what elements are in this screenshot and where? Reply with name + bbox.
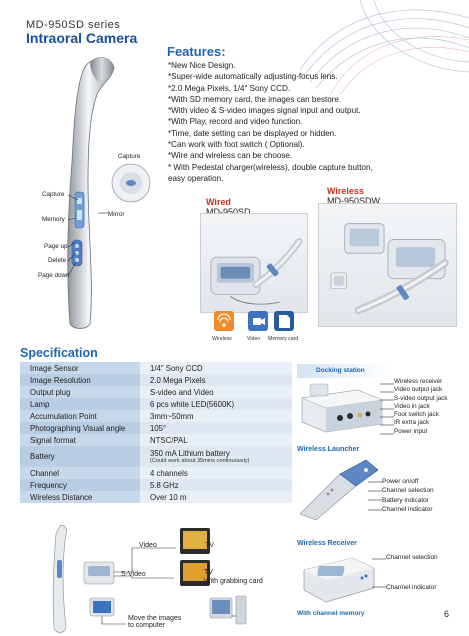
- spec-key: Image Resolution: [20, 374, 140, 386]
- spec-key: Signal format: [20, 434, 140, 446]
- docking-station-callouts: [394, 378, 448, 436]
- badge-video-label: Video: [247, 336, 261, 342]
- wireless-kind: Wireless: [327, 186, 364, 196]
- receiver-channel-indicator: Channel indicator: [386, 584, 437, 591]
- docking-callout: IR extra jack: [394, 419, 429, 427]
- spec-value: 5.8 GHz: [140, 479, 292, 491]
- spec-value: 4 channels: [140, 467, 292, 479]
- feature-item: *Super-wide automatically adjusting-focus lens.: [168, 72, 338, 82]
- docking-callout: Video in jack: [394, 402, 430, 410]
- diagram-tv-label: TV: [205, 542, 214, 549]
- mirror-label: Mirror: [108, 211, 125, 218]
- diagram-move-images-label: Move the images: [128, 615, 182, 622]
- spec-value: 3mm~50mm: [140, 410, 292, 422]
- product-title: Intraoral Camera: [26, 30, 138, 46]
- spec-key: Frequency: [20, 479, 140, 491]
- feature-item: *Can work with foot switch ( Optional).: [168, 140, 305, 150]
- diagram-video-label: Video: [139, 542, 157, 549]
- feature-item: *With Play, record and video function.: [168, 117, 303, 127]
- feature-item: *Time, date setting can be displayed or hidden.: [168, 128, 337, 138]
- wired-model: MD-950SD: [206, 207, 251, 217]
- features-title: Features:: [167, 44, 226, 59]
- spec-row: [20, 362, 292, 374]
- spec-row: [20, 410, 292, 422]
- memory-card-icon: [279, 315, 290, 328]
- docking-callout: Power input: [394, 427, 428, 435]
- spec-row: [20, 446, 292, 467]
- feature-item: *With SD memory card, the images can bestore.: [168, 94, 342, 104]
- page-up-label: Page up: [44, 243, 68, 250]
- spec-row: [20, 422, 292, 434]
- spec-row: [20, 386, 292, 398]
- spec-row: [20, 479, 292, 491]
- capture-label-side: Capture: [42, 191, 65, 198]
- spec-value: 2.0 Mega Pixels: [140, 374, 292, 386]
- spec-row: [20, 434, 292, 446]
- receiver-channel-selection: Channel selection: [386, 554, 438, 561]
- specification-table: [20, 362, 292, 503]
- features-list: [168, 60, 468, 184]
- spec-row: [20, 491, 292, 503]
- page-down-label: Page down: [38, 272, 70, 279]
- video-icon: [253, 318, 265, 325]
- page-number: 6: [444, 609, 450, 619]
- launcher-callout: Channel indicator: [382, 506, 433, 514]
- feature-item: easy operation.: [168, 173, 224, 183]
- badge-wireless-label: Wireless: [212, 336, 232, 342]
- spec-value: S-video and Video: [140, 386, 292, 398]
- wireless-model: MD-950SDW: [327, 196, 381, 206]
- spec-key: Image Sensor: [20, 362, 140, 374]
- feature-item: *Wire and wireless can be choose.: [168, 151, 293, 161]
- spec-value: 105°: [140, 422, 292, 434]
- diagram-tv-grabbing-label: TV: [204, 569, 213, 576]
- docking-station-title: Docking station: [316, 367, 365, 374]
- wired-kind: Wired: [206, 197, 231, 207]
- receiver-caption: With channel memory: [297, 610, 365, 617]
- diagram-s-video-label: S-Video: [121, 571, 146, 578]
- spec-value-note: (Could work about 35mins continuously): [150, 457, 250, 464]
- feature-item: *2.0 Mega Pixels, 1/4" Sony CCD.: [168, 83, 291, 93]
- spec-key: Lamp: [20, 398, 140, 410]
- wireless-launcher-callouts: [382, 477, 434, 515]
- spec-value: 350 mA Lithium battery: [150, 448, 230, 458]
- spec-row: [20, 374, 292, 386]
- memory-label: Memory: [42, 216, 65, 223]
- feature-item: *New Nice Design.: [168, 61, 236, 70]
- diagram-grabbing-card-label: With grabbing card: [204, 578, 263, 585]
- feature-item: *With video & S-video images signal input and output.: [168, 106, 361, 116]
- docking-callout: Foot switch jack: [394, 411, 439, 419]
- wireless-receiver-title: Wireless Receiver: [297, 540, 357, 547]
- spec-value: 1/4" Sony CCD: [140, 362, 292, 374]
- spec-row: [20, 398, 292, 410]
- launcher-callout: Power on/off: [382, 478, 419, 485]
- feature-badges: [212, 310, 304, 332]
- spec-value-cell: [140, 446, 292, 467]
- launcher-callout: Channel selection: [382, 487, 434, 495]
- delete-label: Delete: [48, 257, 67, 264]
- series-label: MD-950SD series: [26, 19, 121, 31]
- docking-callout: Video output jack: [394, 386, 443, 394]
- launcher-callout: Battery indicator: [382, 496, 429, 504]
- feature-item: * With Pedestal charger(wireless), double capture button,: [168, 162, 373, 172]
- spec-value: NTSC/PAL: [140, 434, 292, 446]
- wired-product-photo: [200, 213, 308, 313]
- spec-key: Wireless Distance: [20, 491, 140, 503]
- wireless-receiver-photo: [296, 548, 378, 606]
- wireless-product-photo: [318, 203, 457, 327]
- spec-key: Output plug: [20, 386, 140, 398]
- diagram-to-computer-label: to computer: [128, 622, 165, 629]
- spec-value: 6 pcs white LED(5600K): [140, 398, 292, 410]
- docking-callout: S-video output jack: [394, 394, 448, 402]
- spec-value: Over 10 m: [140, 491, 292, 503]
- spec-key: Battery: [20, 446, 140, 467]
- docking-callout: Wireless receiver: [394, 378, 443, 385]
- specification-title: Specification: [20, 346, 98, 360]
- wireless-launcher-title: Wireless Launcher: [297, 446, 360, 453]
- spec-key: Accumulation Point: [20, 410, 140, 422]
- badge-memory-card-label: Memory card: [268, 336, 299, 342]
- spec-key: Photographing Visual angle: [20, 422, 140, 434]
- spec-row: [20, 467, 292, 479]
- docking-station-photo: [296, 378, 388, 436]
- capture-label-top: Capture: [118, 153, 141, 160]
- spec-key: Channel: [20, 467, 140, 479]
